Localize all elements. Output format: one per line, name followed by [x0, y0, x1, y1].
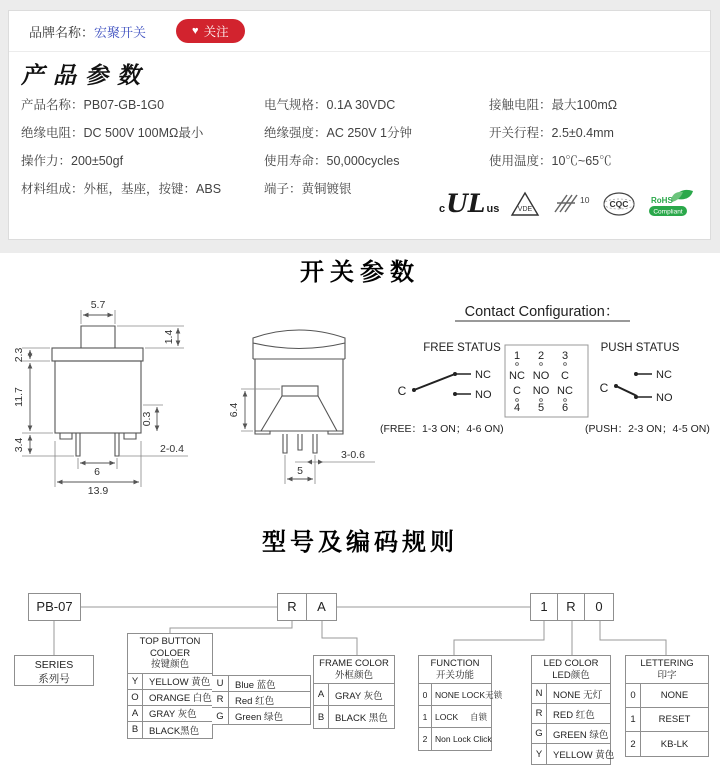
front-view-drawing: [10, 293, 225, 505]
rohs-certification-icon: [647, 188, 695, 220]
dim-total-width: 13.9: [87, 485, 109, 497]
vde-certification-icon: [510, 190, 540, 218]
k10-label: 10: [580, 195, 590, 205]
row-label: YELLOW 黄色: [553, 750, 615, 761]
row-code: 1: [626, 708, 641, 731]
push-c-label: C: [599, 381, 609, 395]
table-row: [128, 706, 212, 722]
row-label: Blue 蓝色: [235, 679, 276, 691]
row-code: B: [314, 706, 329, 728]
spec-travel: [489, 123, 614, 141]
table-header: [419, 656, 491, 684]
model-code-box: PB-07: [28, 593, 81, 621]
header-background: [0, 0, 720, 253]
table-row: [532, 744, 615, 764]
pin-3: 3: [561, 350, 569, 362]
row-label: [432, 728, 496, 750]
spec-operating-force: [21, 151, 123, 169]
table-header: [626, 656, 708, 684]
spec-label: 绝缘强度：: [264, 126, 327, 140]
spec-value: 2.5±0.4mm: [551, 126, 614, 140]
row-code: G: [532, 724, 547, 743]
product-params-title: 产品参数: [21, 62, 149, 89]
spec-label: 产品名称：: [21, 98, 84, 112]
push-no-label: NO: [656, 392, 673, 404]
row-label: GRAY 灰色: [149, 709, 197, 720]
heart-icon: ♥: [192, 25, 199, 37]
push-status-label: PUSH STATUS: [600, 342, 680, 354]
dim-body-height: 11.7: [13, 387, 25, 407]
spec-value: 200±50gf: [71, 154, 124, 168]
ul-c-mark: c: [439, 203, 446, 215]
grid-no: NO: [532, 370, 550, 382]
row-label: [432, 684, 506, 705]
row-code: Y: [128, 674, 143, 689]
table-row: [128, 690, 212, 706]
table-row: [532, 724, 610, 744]
grid-nc2: NC: [557, 385, 573, 397]
k10-certification-icon: [551, 190, 591, 218]
product-info-card: [8, 10, 711, 240]
table-row: [128, 674, 212, 690]
cqc-certification-icon: [602, 190, 636, 218]
header-zh: 按键颜色: [150, 659, 189, 670]
ul-certification-icon: [439, 189, 500, 218]
row-code: 1: [419, 706, 432, 727]
header-en: FRAME COLOR: [319, 658, 389, 669]
row-label: NONE: [660, 690, 689, 701]
top-button-color-table-2: [212, 675, 311, 725]
code-box-function: 1: [530, 593, 558, 621]
spec-electrical-rating: [264, 95, 395, 113]
row-label: GRAY 灰色: [335, 690, 383, 702]
spec-value: 外框，基座，按键：ABS: [83, 182, 222, 196]
row-code: 2: [626, 732, 641, 756]
free-status-label: FREE STATUS: [423, 342, 501, 354]
dim-lower-body-height: 6.4: [228, 402, 240, 418]
divider: [9, 51, 710, 52]
spec-label: 绝缘电阻：: [21, 126, 84, 140]
spec-materials: [21, 179, 221, 197]
spec-value: 最大100mΩ: [551, 98, 618, 112]
lettering-table: [625, 655, 709, 757]
table-row: [626, 684, 708, 708]
row-label-zh: 自锁: [469, 711, 487, 722]
certification-icons: [439, 183, 711, 225]
row-label: NONE 无灯: [553, 689, 603, 701]
row-label: YELLOW 黄色: [149, 677, 211, 688]
row-code: 0: [626, 684, 641, 707]
header-zh: LED颜色: [552, 669, 590, 681]
header-en: LETTERING: [640, 658, 694, 669]
table-header: [532, 656, 610, 684]
ul-us-mark: us: [486, 203, 500, 215]
dim-step: 0.3: [141, 411, 153, 427]
table-row: [314, 706, 394, 728]
row-label: ORANGE 白色: [149, 693, 212, 704]
table-row: [626, 708, 708, 732]
row-label-en: NONE LOCK: [435, 689, 486, 700]
frame-color-table: [313, 655, 395, 729]
row-label: Red 红色: [235, 695, 275, 707]
grid-nc: NC: [509, 370, 525, 382]
table-header: [314, 656, 394, 684]
dim-pin-spec-side: 3-0.6: [341, 449, 365, 461]
row-code: Y: [532, 744, 547, 764]
spec-label: 使用温度：: [489, 154, 552, 168]
header-en: LED COLOR: [543, 658, 599, 669]
table-row: [532, 684, 610, 704]
row-label-en: Non Lock Click: [435, 734, 492, 744]
spec-product-name: [21, 95, 164, 113]
row-code: 0: [419, 684, 432, 705]
side-view-drawing: [225, 316, 390, 508]
function-table: [418, 655, 503, 751]
row-code: R: [212, 692, 229, 707]
dim-button-width: 5.7: [90, 299, 106, 311]
code-box-frame-color: A: [306, 593, 337, 621]
header-zh: 印字: [657, 669, 677, 681]
row-code: G: [212, 708, 229, 724]
brand-row: [29, 19, 245, 43]
row-code: B: [128, 722, 143, 738]
table-row: [419, 706, 491, 728]
brand-label: 品牌名称：: [29, 24, 95, 40]
code-box-lettering: 0: [584, 593, 614, 621]
spec-insulation-resistance: [21, 123, 203, 141]
row-code: O: [128, 690, 143, 705]
row-label: BLACK 黑色: [335, 713, 388, 724]
spec-operating-temp: [489, 151, 612, 169]
free-no-label: NO: [475, 389, 492, 401]
dim-button-height: 1.4: [163, 329, 175, 345]
spec-life-cycles: [264, 151, 399, 169]
header-en: FUNCTION: [430, 658, 480, 669]
dim-flange-height: 2.3: [13, 347, 25, 363]
push-nc-label: NC: [656, 369, 672, 381]
code-box-led-color: R: [557, 593, 585, 621]
pin-6: 6: [561, 402, 569, 414]
row-code: A: [314, 684, 329, 705]
spec-value: DC 500V 100MΩ最小: [83, 126, 204, 140]
row-code: A: [128, 706, 143, 721]
row-label: [432, 706, 491, 727]
spec-label: 电气规格：: [264, 98, 327, 112]
spec-value: PB07-GB-1G0: [83, 98, 165, 112]
follow-button[interactable]: [176, 19, 245, 43]
spec-label: 接触电阻：: [489, 98, 552, 112]
table-row: [419, 728, 491, 750]
spec-value: 10℃~65℃: [551, 154, 612, 168]
table-row: [314, 684, 394, 706]
row-label: RED 红色: [553, 709, 595, 721]
pin-1: 1: [513, 350, 521, 362]
switch-params-section-title: 开关参数: [300, 259, 420, 286]
pin-5: 5: [537, 402, 545, 414]
contact-config-title: Contact Configuration：: [464, 304, 620, 320]
grid-c: C: [561, 370, 569, 382]
ul-mark: UL: [446, 189, 486, 218]
spec-contact-resistance: [489, 95, 617, 113]
cqc-label: CQC: [609, 199, 629, 209]
spec-value: 50,000cycles: [326, 154, 400, 168]
spec-dielectric-strength: [264, 123, 412, 141]
table-row: [419, 684, 503, 706]
spec-label: 端子：: [264, 182, 302, 196]
row-label: BLACK黑色: [149, 725, 200, 737]
spec-label: 操作力：: [21, 154, 72, 168]
dim-pin-pitch: 6: [94, 466, 100, 478]
table-row: [626, 732, 708, 756]
spec-label: 开关行程：: [489, 126, 552, 140]
top-button-color-table: [127, 633, 213, 739]
free-c-label: C: [397, 384, 407, 398]
brand-name-link[interactable]: 宏聚开关: [94, 24, 147, 40]
table-row: [212, 708, 310, 724]
row-label: GREEN 绿色: [553, 729, 609, 741]
dim-pin-pitch-side: 5: [297, 465, 303, 477]
grid-c2: C: [513, 385, 521, 397]
rohs-label: RoHS: [651, 196, 674, 205]
contact-configuration-diagram: [378, 300, 720, 440]
row-code: U: [212, 676, 229, 691]
coding-section-title: 型号及编码规则: [262, 529, 458, 556]
row-code: 2: [419, 728, 432, 750]
spec-terminal: [264, 179, 352, 197]
spec-value: AC 250V 1分钟: [326, 126, 412, 140]
led-color-table: [531, 655, 615, 765]
header-zh: 外框颜色: [334, 669, 373, 681]
row-label-zh: 无锁: [485, 689, 503, 700]
row-label: KB-LK: [660, 738, 689, 750]
rohs-sub-label: Compliant: [653, 208, 683, 216]
table-row: [532, 704, 610, 724]
header-zh: 开关功能: [435, 669, 474, 681]
series-box: [14, 655, 94, 686]
push-note: (PUSH：2-3 ON；4-5 ON): [585, 423, 710, 435]
header-en: TOP BUTTON COLOER: [139, 636, 201, 659]
row-code: N: [532, 684, 547, 703]
grid-no2: NO: [532, 385, 550, 397]
spec-label: 材料组成：: [21, 182, 84, 196]
row-code: R: [532, 704, 547, 723]
row-label: RESET: [658, 714, 691, 725]
dim-pin-spec: 2-0.4: [160, 443, 184, 455]
table-row: [128, 722, 212, 738]
spec-label: 使用寿命：: [264, 154, 327, 168]
spec-value: 0.1A 30VDC: [326, 98, 396, 112]
vde-label: VDE: [518, 206, 533, 213]
code-box-button-color: R: [277, 593, 307, 621]
table-row: [212, 692, 310, 708]
table-row: [212, 676, 310, 692]
row-label: Green 绿色: [235, 712, 284, 723]
spec-value: 黄铜镀银: [301, 182, 352, 196]
follow-button-label: 关注: [203, 25, 229, 39]
table-header: [128, 634, 212, 674]
series-zh: 系列号: [38, 673, 70, 685]
dim-pin-length: 3.4: [13, 437, 25, 453]
pin-4: 4: [513, 402, 521, 414]
series-en: SERIES: [34, 659, 74, 671]
pin-2: 2: [537, 350, 545, 362]
free-note: (FREE：1-3 ON；4-6 ON): [380, 423, 504, 435]
row-label-en: LOCK: [435, 711, 459, 722]
free-nc-label: NC: [475, 369, 491, 381]
